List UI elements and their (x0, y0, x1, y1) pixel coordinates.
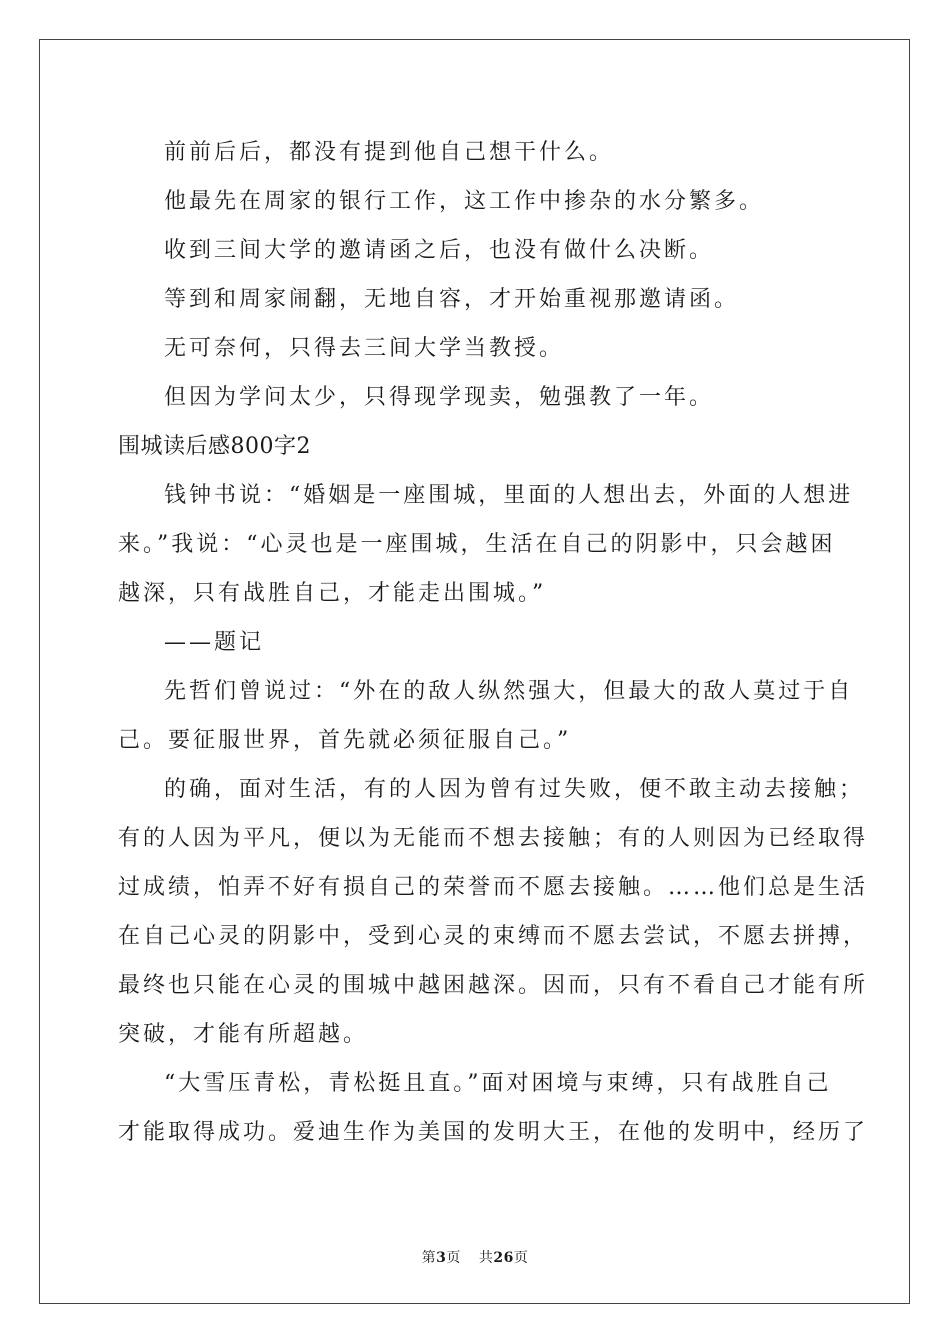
paragraph-line: 前前后后，都没有提到他自己想干什么。 (164, 140, 615, 165)
page-suffix: 页 (446, 1250, 461, 1266)
total-suffix: 页 (513, 1250, 529, 1266)
total-prefix: 共 (478, 1250, 494, 1266)
paragraph-line: 有的人因为平凡，便以为无能而不想去接触；有的人则因为已经取得 (118, 826, 869, 851)
paragraph-line: 无可奈何，只得去三间大学当教授。 (164, 336, 565, 361)
paragraph-line: 在自己心灵的阴影中，受到心灵的束缚而不愿去尝试，不愿去拼搏， (118, 924, 869, 949)
paragraph-line: 才能取得成功。爱迪生作为美国的发明大王，在他的发明中，经历了 (118, 1120, 869, 1145)
paragraph-line: 最终也只能在心灵的围城中越困越深。因而，只有不看自己才能有所 (118, 973, 869, 998)
paragraph-line: 突破，才能有所超越。 (118, 1022, 369, 1047)
paragraph-line: 等到和周家闹翻，无地自容，才开始重视那邀请函。 (164, 287, 740, 312)
paragraph-line: 收到三间大学的邀请函之后，也没有做什么决断。 (164, 238, 715, 263)
paragraph-line: 钱钟书说：“婚姻是一座围城，里面的人想出去，外面的人想进 (164, 483, 854, 508)
epigraph-attribution: ——题记 (164, 630, 265, 655)
total-pages-number: 26 (493, 1250, 514, 1266)
paragraph-line: 来。”我说：“心灵也是一座围城，生活在自己的阴影中，只会越困 (118, 532, 836, 557)
paragraph-line: “大雪压青松，青松挺且直。”面对困境与束缚，只有战胜自己 (164, 1071, 832, 1096)
paragraph-line: 的确，面对生活，有的人因为曾有过失败，便不敢主动去接触； (164, 777, 865, 802)
page-footer (0, 1247, 950, 1267)
document-body (118, 128, 869, 1157)
page-prefix: 第 (421, 1250, 437, 1266)
paragraph-line: 越深，只有战胜自己，才能走出围城。” (118, 581, 547, 606)
paragraph-line: 过成绩，怕弄不好有损自己的荣誉而不愿去接触。……他们总是生活 (118, 875, 869, 900)
current-page-number: 3 (436, 1250, 447, 1266)
paragraph-line: 先哲们曾说过：“外在的敌人纵然强大，但最大的敌人莫过于自 (164, 679, 854, 704)
section-heading: 围城读后感800字2 (118, 434, 311, 459)
paragraph-line: 他最先在周家的银行工作，这工作中掺杂的水分繁多。 (164, 189, 765, 214)
paragraph-line: 但因为学问太少，只得现学现卖，勉强教了一年。 (164, 385, 715, 410)
paragraph-line: 己。要征服世界，首先就必须征服自己。” (118, 728, 572, 753)
